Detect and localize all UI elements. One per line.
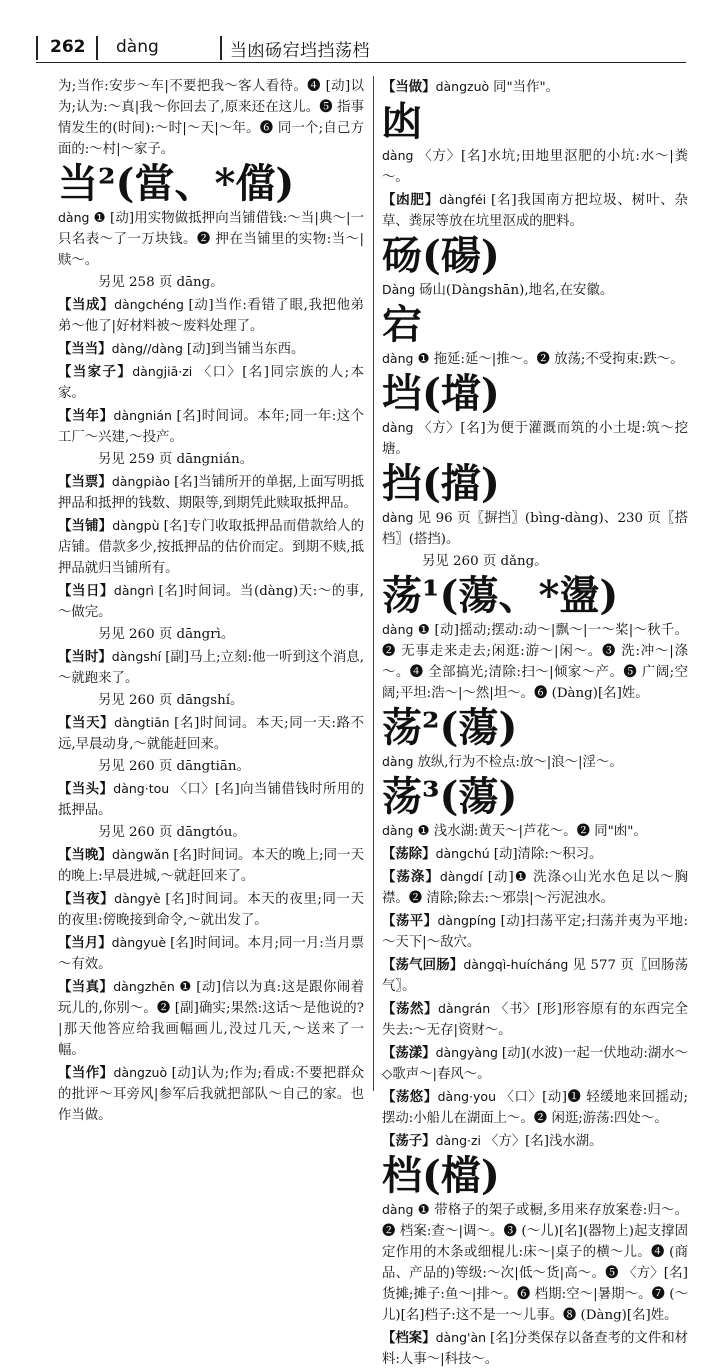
entry-pinyin: dàngpù bbox=[112, 518, 164, 533]
see-also-reference: 另见 260 页 dāngshí。 bbox=[98, 693, 244, 708]
entry-definition: [副]马上;立刻:他一听到这个消息,～就跑来了。 bbox=[58, 650, 364, 686]
entry-definition: [名]时间词。本天的夜里;同一天的夜里:傍晚接到命令,～就出发了。 bbox=[58, 892, 365, 928]
column-divider bbox=[373, 76, 374, 1091]
word-entry bbox=[58, 471, 364, 514]
entry-character: 垱(壋) bbox=[382, 370, 500, 417]
entry-definition: [动]认为;作为;看成:不要把群众的批评～耳旁风|参军后我就把部队～自己的家。也作当做。 bbox=[58, 1066, 365, 1123]
word-entry bbox=[382, 1042, 688, 1085]
word-entry bbox=[58, 338, 364, 360]
entry-pinyin: dàngqì-huícháng bbox=[463, 957, 573, 972]
entry-definition: [名]时间词。本天的晚上;同一天的晚上:早晨进城,～就赶回来了。 bbox=[58, 848, 364, 884]
entry-pinyin: dàng bbox=[382, 754, 418, 769]
entry-definition: [名]时间词。当(dàng)天:～的事,～做完。 bbox=[58, 584, 365, 620]
entry-definition: [动]扫荡平定;扫荡并夷为平地:～天下|～敌穴。 bbox=[382, 914, 688, 950]
entry-definition: 同"当作"。 bbox=[493, 80, 560, 95]
entry-headword: 【当票】 bbox=[58, 474, 112, 490]
entry-definition: 〈口〉[动]❶ 轻缓地来回摇动;摆动:小船儿在湖面上～。❷ 闲逛;游荡:四处～。 bbox=[382, 1090, 688, 1126]
entry-definition: [动]清除:～积习。 bbox=[493, 847, 603, 862]
see-also-reference: 另见 260 页 dāngrì。 bbox=[98, 627, 235, 642]
word-entry bbox=[58, 580, 364, 623]
entry-headword: 【荡子】 bbox=[382, 1133, 436, 1149]
see-also-reference: 另见 258 页 dāng。 bbox=[98, 275, 224, 290]
character-entry bbox=[382, 303, 688, 370]
word-entry bbox=[382, 1130, 688, 1152]
entry-headword: 【当真】 bbox=[58, 979, 114, 995]
entry-headword: 【当晚】 bbox=[58, 847, 112, 863]
entry-headword: 【凼肥】 bbox=[382, 192, 440, 208]
see-also-reference: 另见 259 页 dāngnián。 bbox=[98, 452, 254, 467]
entry-pinyin: dàngpiào bbox=[111, 474, 175, 489]
entry-definition: [动]到当铺当东西。 bbox=[186, 342, 305, 357]
entry-character: 挡(擋) bbox=[382, 460, 500, 507]
entry-definition: ❶ [动]用实物做抵押向当铺借钱:～当|典～|一只名表～了一万块钱。❷ 押在当铺里的实物:当～|赎～。 bbox=[58, 211, 364, 268]
word-entry bbox=[382, 189, 688, 232]
entry-definition: ❶ 带格子的架子或橱,多用来存放案卷:归～。❷ 档案:查～|调～。❸ (～儿)[名](器物上)起支撑固定作用的木条或细棍儿:床～|桌子的横～儿。❹ (商品、产品的)等级:～次|低～货|高～。❺ 〈方〉[名]货摊;摊子:鱼～|排～。❻ 档期:空～|暑期～。❼ (～儿)[名]档子:这不是一～儿事。❽ (Dàng)[名]姓。 bbox=[382, 1203, 688, 1323]
see-also-reference: 另见 260 页 dāngtiān。 bbox=[98, 759, 250, 774]
entry-headword: 【荡除】 bbox=[382, 846, 436, 862]
entry-headword: 【荡气回肠】 bbox=[382, 957, 464, 973]
word-entry bbox=[382, 910, 688, 953]
word-entry bbox=[58, 405, 364, 448]
entry-headword: 【当日】 bbox=[58, 583, 114, 599]
word-entry bbox=[382, 866, 688, 909]
entry-headword: 【荡涤】 bbox=[382, 869, 440, 885]
entry-definition: 见 96 页〖摒挡〗(bìng-dàng)、230 页〖搭档〗(搭挡)。 bbox=[382, 511, 688, 547]
entry-definition: [动](水波)一起一伏地动:湖水～◇歌声～|春风～。 bbox=[382, 1046, 689, 1082]
word-entry bbox=[58, 361, 364, 404]
page-number: 262 bbox=[50, 37, 86, 57]
entry-headword: 【荡漾】 bbox=[382, 1045, 436, 1061]
word-entry bbox=[382, 1086, 688, 1129]
entry-headword: 【当铺】 bbox=[58, 518, 113, 534]
entry-pinyin: dàngjiā·zi bbox=[132, 364, 198, 379]
word-entry bbox=[58, 1062, 364, 1126]
entry-headword: 【当成】 bbox=[58, 297, 115, 313]
entry-character: 荡²(蕩) bbox=[382, 704, 518, 751]
header-rule bbox=[96, 36, 98, 60]
character-entry bbox=[382, 775, 688, 842]
header-headwords: 当凼砀宕垱挡荡档 bbox=[230, 41, 370, 61]
character-entry bbox=[382, 706, 688, 773]
entry-pinyin: dàngnián bbox=[113, 408, 177, 423]
entry-pinyin: dàngshí bbox=[111, 649, 166, 664]
entry-definition: ❶ 拖延:延～|推～。❷ 放荡;不受拘束:跌～。 bbox=[417, 352, 684, 367]
entry-definition: [名]时间词。本天;同一天:路不远,早晨动身,～就能赶回来。 bbox=[58, 716, 364, 752]
word-entry bbox=[382, 998, 688, 1041]
entry-character: 当²(當、*儅) bbox=[58, 160, 295, 207]
entry-headword: 【当作】 bbox=[58, 1065, 114, 1081]
see-also-reference: 另见 260 页 dǎng。 bbox=[422, 554, 548, 569]
entry-definition: 放纵,行为不检点:放～|浪～|淫～。 bbox=[417, 755, 623, 770]
entry-character: 荡³(蕩) bbox=[382, 773, 518, 820]
entry-headword: 【当年】 bbox=[58, 408, 114, 424]
entry-definition: [名]分类保存以备查考的文件和材料:人事～|科技～。 bbox=[382, 1331, 688, 1367]
entry-definition: ❶ [动]信以为真:这是跟你闹着玩儿的,你别～。❷ [副]确实;果然:这话～是他说的?|那天他答应给我画幅画儿,没过几天,～送来了一幅。 bbox=[58, 980, 365, 1058]
word-entry bbox=[382, 1327, 688, 1370]
word-entry bbox=[58, 932, 364, 975]
entry-headword: 【当夜】 bbox=[58, 891, 115, 907]
header-syllable: dàng bbox=[116, 37, 159, 57]
entry-pinyin: dàng bbox=[382, 823, 418, 838]
entry-continuation: 为;当作:安步～车|不要把我～客人看待。❹ [动]以为;认为:～真|我～你回去了,原来还在这儿。❺ 指事情发生的(时间):～时|～天|～年。❻ 同一个;自己方面的:～村|～家子。 bbox=[58, 79, 364, 157]
entry-definition: [动]当作:看错了眼,我把他弟弟～他了|好材料被～废料处理了。 bbox=[58, 298, 364, 334]
entry-pinyin: dàngrì bbox=[113, 583, 159, 598]
entry-definition: 〈方〉[名]为便于灌溉而筑的小土堤:筑～挖塘。 bbox=[382, 421, 688, 457]
entry-definition: ❶ [动]摇动;摆动:动～|飘～|一～桨|～秋千。❷ 无事走来走去;闲逛:游～|闲～。❸ 洗:冲～|涤～。❹ 全部搞光;清除:扫～|倾家～产。❺ 广阔;空阔;平坦:浩～|～然|坦～。❻ (Dàng)[名]姓。 bbox=[382, 623, 688, 701]
entry-pinyin: dàngtiān bbox=[114, 715, 175, 730]
entry-headword: 【当天】 bbox=[58, 715, 115, 731]
entry-definition: [名]当铺所开的单据,上面写明抵押品和抵押的钱数、期限等,到期凭此赎取抵押品。 bbox=[58, 475, 365, 511]
entry-pinyin: dàngyàng bbox=[435, 1045, 502, 1060]
word-entry bbox=[58, 976, 364, 1061]
header-rule bbox=[36, 36, 38, 60]
entry-character: 凼 bbox=[382, 98, 422, 145]
entry-character: 档(檔) bbox=[382, 1152, 500, 1199]
entry-definition: [名]时间词。本月;同一月:当月票～有效。 bbox=[58, 936, 365, 972]
entry-pinyin: dàngzuò bbox=[435, 79, 494, 94]
word-entry bbox=[58, 844, 364, 887]
entry-pinyin: dàng·zi bbox=[435, 1133, 485, 1148]
entry-pinyin: dàngdí bbox=[439, 869, 488, 884]
header-rule bbox=[220, 36, 222, 60]
entry-headword: 【当家子】 bbox=[58, 364, 133, 380]
entry-pinyin: dàngchú bbox=[435, 846, 494, 861]
character-entry bbox=[382, 462, 688, 550]
word-entry bbox=[58, 888, 364, 931]
entry-pinyin: dàng bbox=[58, 210, 94, 225]
character-entry bbox=[382, 1154, 688, 1326]
entry-pinyin: dàng bbox=[382, 420, 419, 435]
see-also-reference: 另见 260 页 dāngtóu。 bbox=[98, 825, 246, 840]
entry-definition: [名]专门收取抵押品而借款给人的店铺。借款多少,按抵押品的估价而定。到期不赎,抵押品就归当铺所有。 bbox=[58, 519, 365, 576]
entry-definition: 〈方〉[名]水坑;田地里沤肥的小坑:水～|粪～。 bbox=[382, 149, 688, 185]
character-entry bbox=[382, 234, 688, 301]
word-entry bbox=[58, 778, 364, 821]
word-entry bbox=[58, 646, 364, 689]
entry-character: 宕 bbox=[382, 301, 422, 348]
word-entry bbox=[382, 76, 688, 98]
entry-definition: ❶ 浅水湖:黄天～|芦花～。❷ 同"凼"。 bbox=[417, 824, 647, 839]
entry-headword: 【荡平】 bbox=[382, 913, 438, 929]
right-column bbox=[382, 76, 688, 1371]
entry-pinyin: dàng bbox=[382, 622, 418, 637]
entry-headword: 【当月】 bbox=[58, 935, 112, 951]
character-entry bbox=[382, 372, 688, 460]
entry-definition: 〈口〉[名]同宗族的人;本家。 bbox=[58, 365, 365, 401]
entry-pinyin: dàng·tou bbox=[113, 781, 174, 796]
entry-character: 荡¹(蕩、*盪) bbox=[382, 572, 619, 619]
character-entry bbox=[382, 574, 688, 704]
entry-pinyin: dàngféi bbox=[439, 192, 492, 207]
word-entry bbox=[58, 515, 364, 579]
entry-pinyin: Dàng bbox=[382, 282, 420, 297]
character-entry bbox=[58, 162, 364, 271]
entry-headword: 【荡悠】 bbox=[382, 1089, 438, 1105]
entry-pinyin: dàng bbox=[382, 510, 418, 525]
word-entry bbox=[382, 843, 688, 865]
entry-pinyin: dàngyuè bbox=[111, 935, 171, 950]
entry-headword: 【当头】 bbox=[58, 781, 114, 797]
entry-pinyin: dàng'àn bbox=[435, 1330, 491, 1345]
entry-headword: 【当当】 bbox=[58, 341, 112, 357]
entry-pinyin: dàng bbox=[382, 351, 418, 366]
entry-headword: 【荡然】 bbox=[382, 1001, 439, 1017]
left-column bbox=[58, 76, 364, 1127]
entry-definition: 〈书〉[形]形容原有的东西完全失去:～无存|资财～。 bbox=[382, 1002, 688, 1038]
entry-character: 砀(碭) bbox=[382, 232, 500, 279]
word-entry bbox=[58, 712, 364, 755]
entry-pinyin: dàngrán bbox=[438, 1001, 495, 1016]
entry-definition: 见 577 页〖回肠荡气〗。 bbox=[382, 958, 688, 994]
entry-pinyin: dàng·you bbox=[437, 1089, 501, 1104]
entry-pinyin: dàngpíng bbox=[437, 913, 501, 928]
entry-pinyin: dàng//dàng bbox=[111, 341, 187, 356]
entry-pinyin: dàng bbox=[382, 148, 419, 163]
word-entry bbox=[58, 294, 364, 337]
entry-headword: 【档案】 bbox=[382, 1330, 436, 1346]
entry-pinyin: dàngzhēn bbox=[113, 979, 180, 994]
running-head bbox=[36, 34, 686, 63]
entry-definition: 〈口〉[名]向当铺借钱时所用的抵押品。 bbox=[58, 782, 365, 818]
entry-pinyin: dàngzuò bbox=[113, 1065, 172, 1080]
entry-pinyin: dàngchéng bbox=[114, 297, 189, 312]
entry-definition: 〈方〉[名]浅水湖。 bbox=[485, 1134, 603, 1149]
entry-headword: 【当做】 bbox=[382, 79, 436, 95]
entry-pinyin: dàng bbox=[382, 1202, 418, 1217]
entry-pinyin: dàngyè bbox=[114, 891, 166, 906]
entry-definition: 砀山(Dàngshān),地名,在安徽。 bbox=[419, 283, 614, 298]
entry-headword: 【当时】 bbox=[58, 649, 112, 665]
entry-definition: [名]时间词。本年;同一年:这个工厂～兴建,～投产。 bbox=[58, 409, 365, 445]
entry-pinyin: dàngwǎn bbox=[112, 847, 174, 862]
entry-definition: [动]❶ 洗涤◇山光水色足以～胸襟。❷ 清除;除去:～邪祟|～污泥浊水。 bbox=[382, 870, 688, 906]
word-entry bbox=[382, 954, 688, 997]
character-entry bbox=[382, 100, 688, 188]
entry-definition: [名]我国南方把垃圾、树叶、杂草、粪尿等放在坑里沤成的肥料。 bbox=[382, 193, 688, 229]
